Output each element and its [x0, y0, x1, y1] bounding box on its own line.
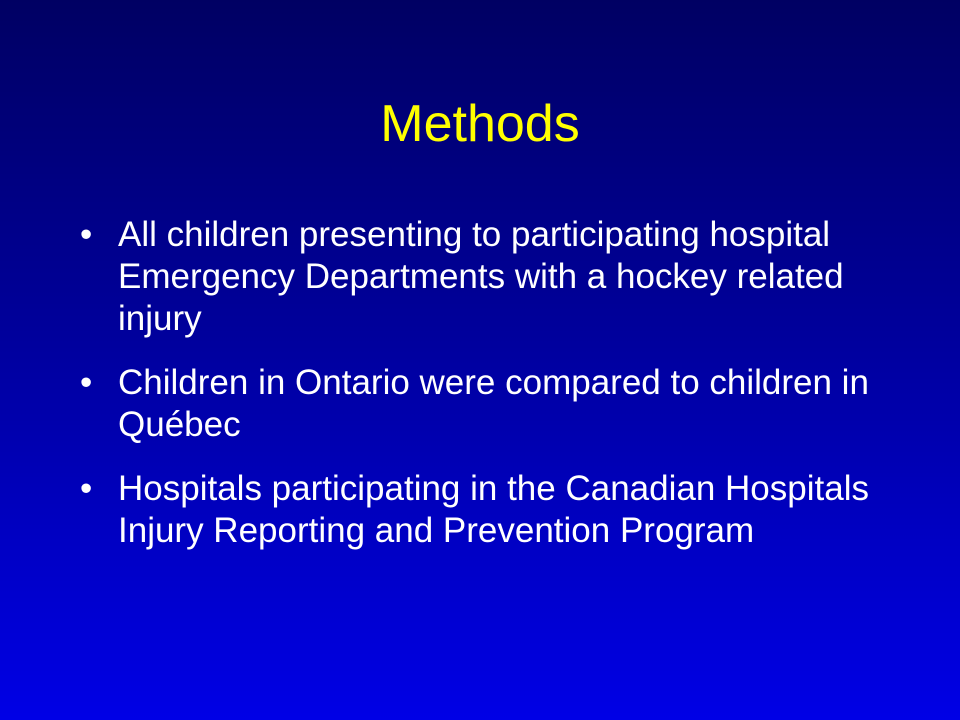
bullet-icon: •	[80, 469, 93, 508]
bullet-item	[78, 362, 898, 446]
slide-title: Methods	[380, 95, 580, 153]
bullet-item	[78, 214, 898, 340]
bullet-list	[78, 214, 898, 574]
bullet-icon: •	[80, 215, 93, 254]
bullet-text: Hospitals participating in the Canadian Hospitals Injury Reporting and Prevention Program	[118, 469, 869, 550]
bullet-item	[78, 468, 898, 552]
bullet-icon: •	[80, 363, 93, 402]
bullet-text: All children presenting to participating hospital Emergency Departments with a hockey related injury	[118, 215, 844, 338]
bullet-text: Children in Ontario were compared to children in Québec	[118, 363, 869, 444]
